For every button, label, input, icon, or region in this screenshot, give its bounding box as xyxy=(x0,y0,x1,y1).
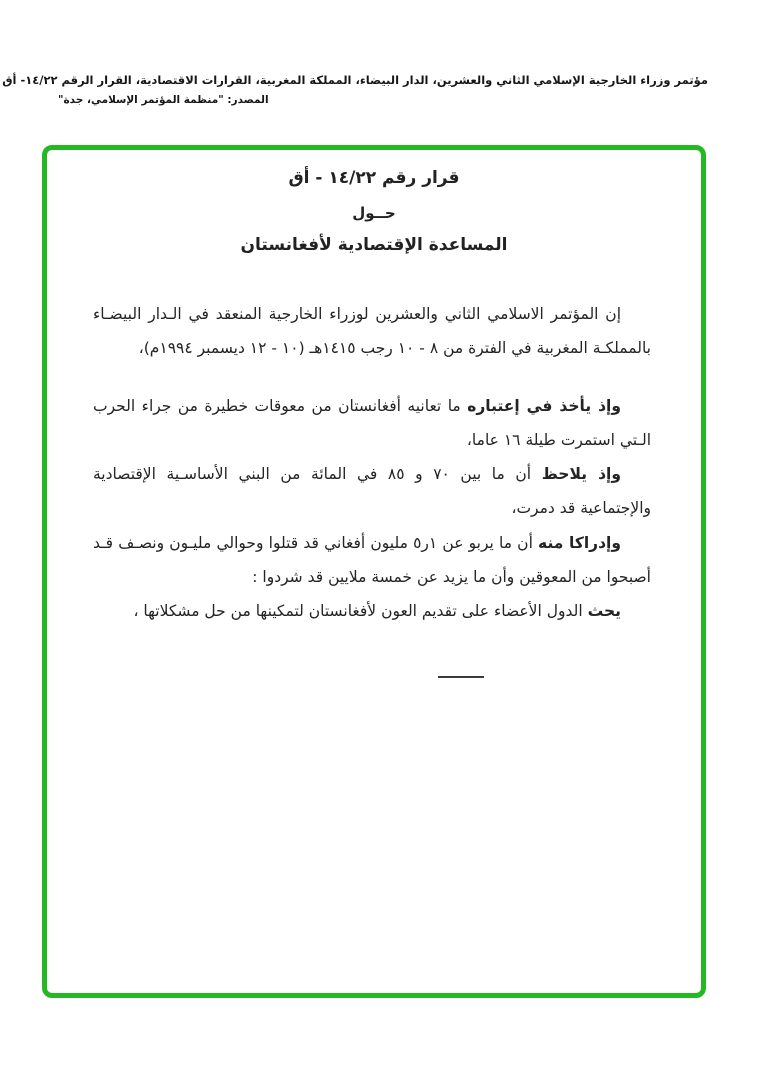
citation-header xyxy=(2,72,708,107)
paragraph-lead: وإذ يأخذ في إعتباره xyxy=(467,397,621,416)
source-line: المصدر: "منظمة المؤتمر الإسلامي، جدة" xyxy=(58,94,269,107)
paragraph-text: الدول الأعضاء على تقديم العون لأفغانستان لتمكينها من حل مشكلاتها ، xyxy=(133,601,588,620)
resolution-number-title: قرار رقم ١٤/٢٢ - أق xyxy=(288,168,460,188)
title-concerning: حــول xyxy=(352,204,396,222)
paragraph-text: ما تعانيه أفغانستان من معوقات خطيرة من جراء الحرب الـتي استمرت طيلة ١٦ عاما، xyxy=(93,397,651,450)
resolution-subject-title: المساعدة الإقتصادية لأفغانستان xyxy=(240,235,508,255)
paragraph-lead: وإذ يلاحظ xyxy=(541,465,621,484)
paragraph-urges xyxy=(93,594,651,628)
paragraph-preamble xyxy=(93,297,651,365)
paragraph-text: أن ما بين ٧٠ و ٨٥ في المائة من البني الأساسـية الإقتصادية والإجتماعية قد دمرت، xyxy=(93,465,651,518)
paragraph-lead: وإدراكا منه xyxy=(538,533,621,552)
paragraph-lead: يحث xyxy=(587,601,621,620)
paragraph-text: أن ما يربو عن ١ر٥ مليون أفغاني قد قتلوا وحوالي مليـون ونصـف قـد أصبحوا من المعوقين وأن ما يزيد عن خمسة ملايين قد شردوا : xyxy=(93,533,651,586)
paragraph-noting xyxy=(93,457,651,525)
resolution-body xyxy=(93,297,651,678)
paragraph-aware xyxy=(93,526,651,594)
paragraph-text: إن المؤتمر الاسلامي الثاني والعشرين لوزراء الخارجية المنعقد في الـدار البيضـاء بالمملكـة المغربية في الفترة من ٨ - ١٠ رجب ١٤١٥هـ (١٠ - ١٢ ديسمبر ١٩٩٤م)، xyxy=(93,305,651,358)
paragraph-considering xyxy=(93,389,651,457)
end-rule xyxy=(438,676,484,678)
document-frame xyxy=(42,145,706,998)
citation-line: مؤتمر وزراء الخارجية الإسلامي الثاني والعشرين، الدار البيضاء، المملكة المغربية، القرارات الاقتصادية، القرار الرقم ١٤/٢٢- أق xyxy=(2,73,708,87)
